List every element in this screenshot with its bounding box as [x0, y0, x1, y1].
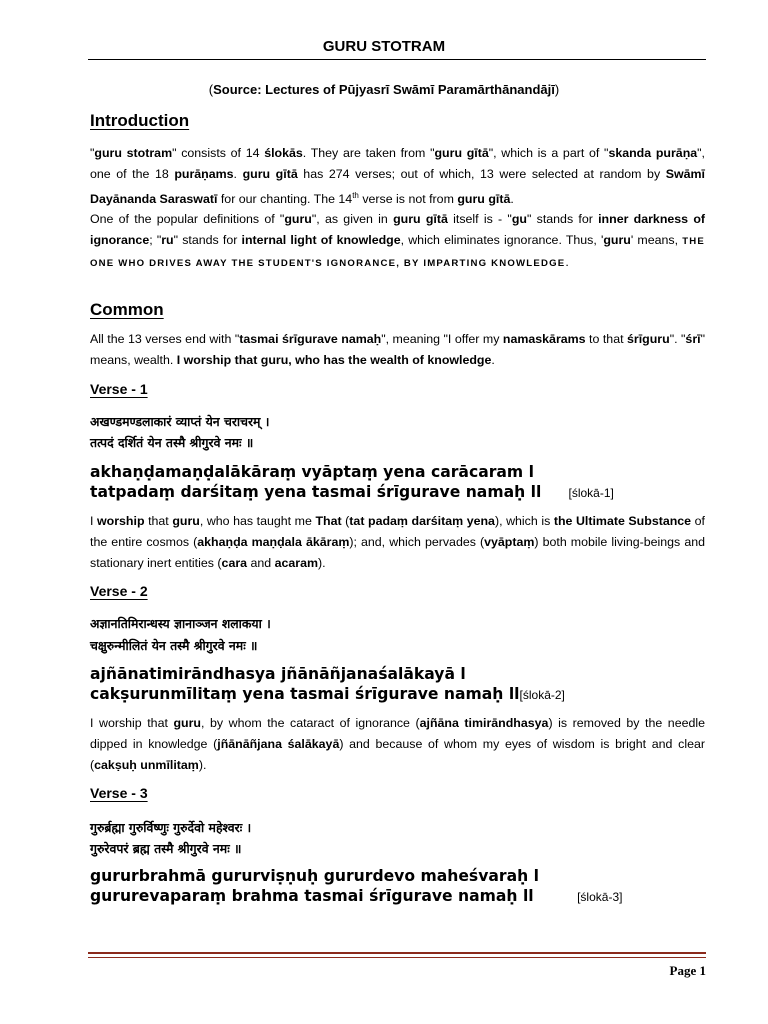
footer-divider-thick — [88, 952, 706, 954]
verse-3-transliteration-line-2: gururevaparaṃ brahma tasmai śrīgurave namaḥ ll [ślokā-3] — [90, 887, 623, 905]
page-title: GURU STOTRAM — [322, 38, 446, 55]
verse-2-devanagari-line-2: चक्षुरुन्मीलितं येन तस्मै श्रीगुरवे नमः ॥ — [90, 638, 258, 653]
common-heading: Common — [90, 300, 164, 319]
common-paragraph: All the 13 verses end with "tasmai śrīgurave namaḥ", meaning "I offer my namaskārams to that śrīguru". "śrī" means, wealth. I worship that guru, who has the wealth of knowledge. — [90, 332, 705, 367]
verse-1-transliteration-line-1: akhaṇḍamaṇḍalākāraṃ vyāptaṃ yena carācaram l — [90, 463, 534, 481]
verse-3-transliteration-line-1: gururbrahmā gururviṣṇuḥ gururdevo maheśvaraḥ l — [90, 867, 539, 885]
introduction-paragraph-2: One of the popular definitions of "guru", as given in guru gītā itself is - "gu" stands for inner darkness of ignorance; "ru" stands for internal light of knowledge, which eliminates ignorance. Thus, 'guru' means, THE ONE WHO DRIVES AWAY THE STUDENT'S IGNORANCE, BY IMPARTING KNOWLEDGE. — [90, 212, 706, 269]
verse-3-heading: Verse - 3 — [90, 785, 148, 801]
page-number: Page 1 — [669, 963, 706, 978]
title-divider — [88, 59, 706, 60]
verse-1-heading: Verse - 1 — [90, 381, 148, 397]
verse-1-meaning: I worship that guru, who has taught me That (tat padaṃ darśitaṃ yena), which is the Ultimate Substance of the entire cosmos (akhaṇḍa maṇḍala ākāraṃ); and, which pervades (vyāptaṃ) both mobile living-beings and stationary inert entities (cara and acaram). — [90, 514, 705, 570]
introduction-heading: Introduction — [90, 111, 190, 130]
verse-2-transliteration-line-1: ajñānatimirāndhasya jñānāñjanaśalākayā l — [90, 665, 466, 683]
footer-divider-thin — [88, 957, 706, 958]
verse-2-sloka-label: [ślokā-2] — [519, 688, 565, 702]
source-line: (Source: Lectures of Pūjyasrī Swāmī Paramārthānandājī) — [208, 82, 560, 97]
verse-1-devanagari-line-1: अखण्डमण्डलाकारं व्याप्तं येन चराचरम् । — [90, 414, 270, 429]
verse-2-heading: Verse - 2 — [90, 583, 148, 599]
introduction-paragraph-1: "guru stotram" consists of 14 ślokās. They are taken from "guru gītā", which is a part of "skanda purāṇa", one of the 18 purāṇams. guru gītā has 274 verses; out of which, 13 were selected at random by Swāmī Dayānanda Saraswatī for our chanting. The 14th verse is not from guru gītā. — [90, 146, 705, 207]
verse-1-sloka-label: [ślokā-1] — [568, 486, 614, 500]
verse-3-devanagari-line-1: गुरुर्ब्रह्मा गुरुर्विष्णुः गुरुर्देवो महेश्वरः । — [90, 820, 252, 835]
verse-2-transliteration-line-2: cakṣurunmīlitaṃ yena tasmai śrīgurave namaḥ ll[ślokā-2] — [90, 685, 565, 703]
verse-2-devanagari-line-1: अज्ञानतिमिरान्धस्य ज्ञानाञ्जन शलाकया । — [90, 616, 271, 631]
verse-3-devanagari-line-2: गुरुरेवपरं ब्रह्म तस्मै श्रीगुरवे नमः ॥ — [90, 841, 242, 856]
verse-1-devanagari-line-2: तत्पदं दर्शितं येन तस्मै श्रीगुरवे नमः ॥ — [90, 435, 254, 450]
verse-3-sloka-label: [ślokā-3] — [577, 890, 623, 904]
verse-1-transliteration-line-2: tatpadaṃ darśitaṃ yena tasmai śrīgurave namaḥ ll [ślokā-1] — [90, 483, 614, 501]
verse-2-meaning: I worship that guru, by whom the cataract of ignorance (ajñāna timirāndhasya) is removed by the needle dipped in knowledge (jñānāñjana śalākayā) and because of whom my eyes of wisdom is bright and clear (cakṣuḥ unmīlitaṃ). — [90, 716, 706, 772]
